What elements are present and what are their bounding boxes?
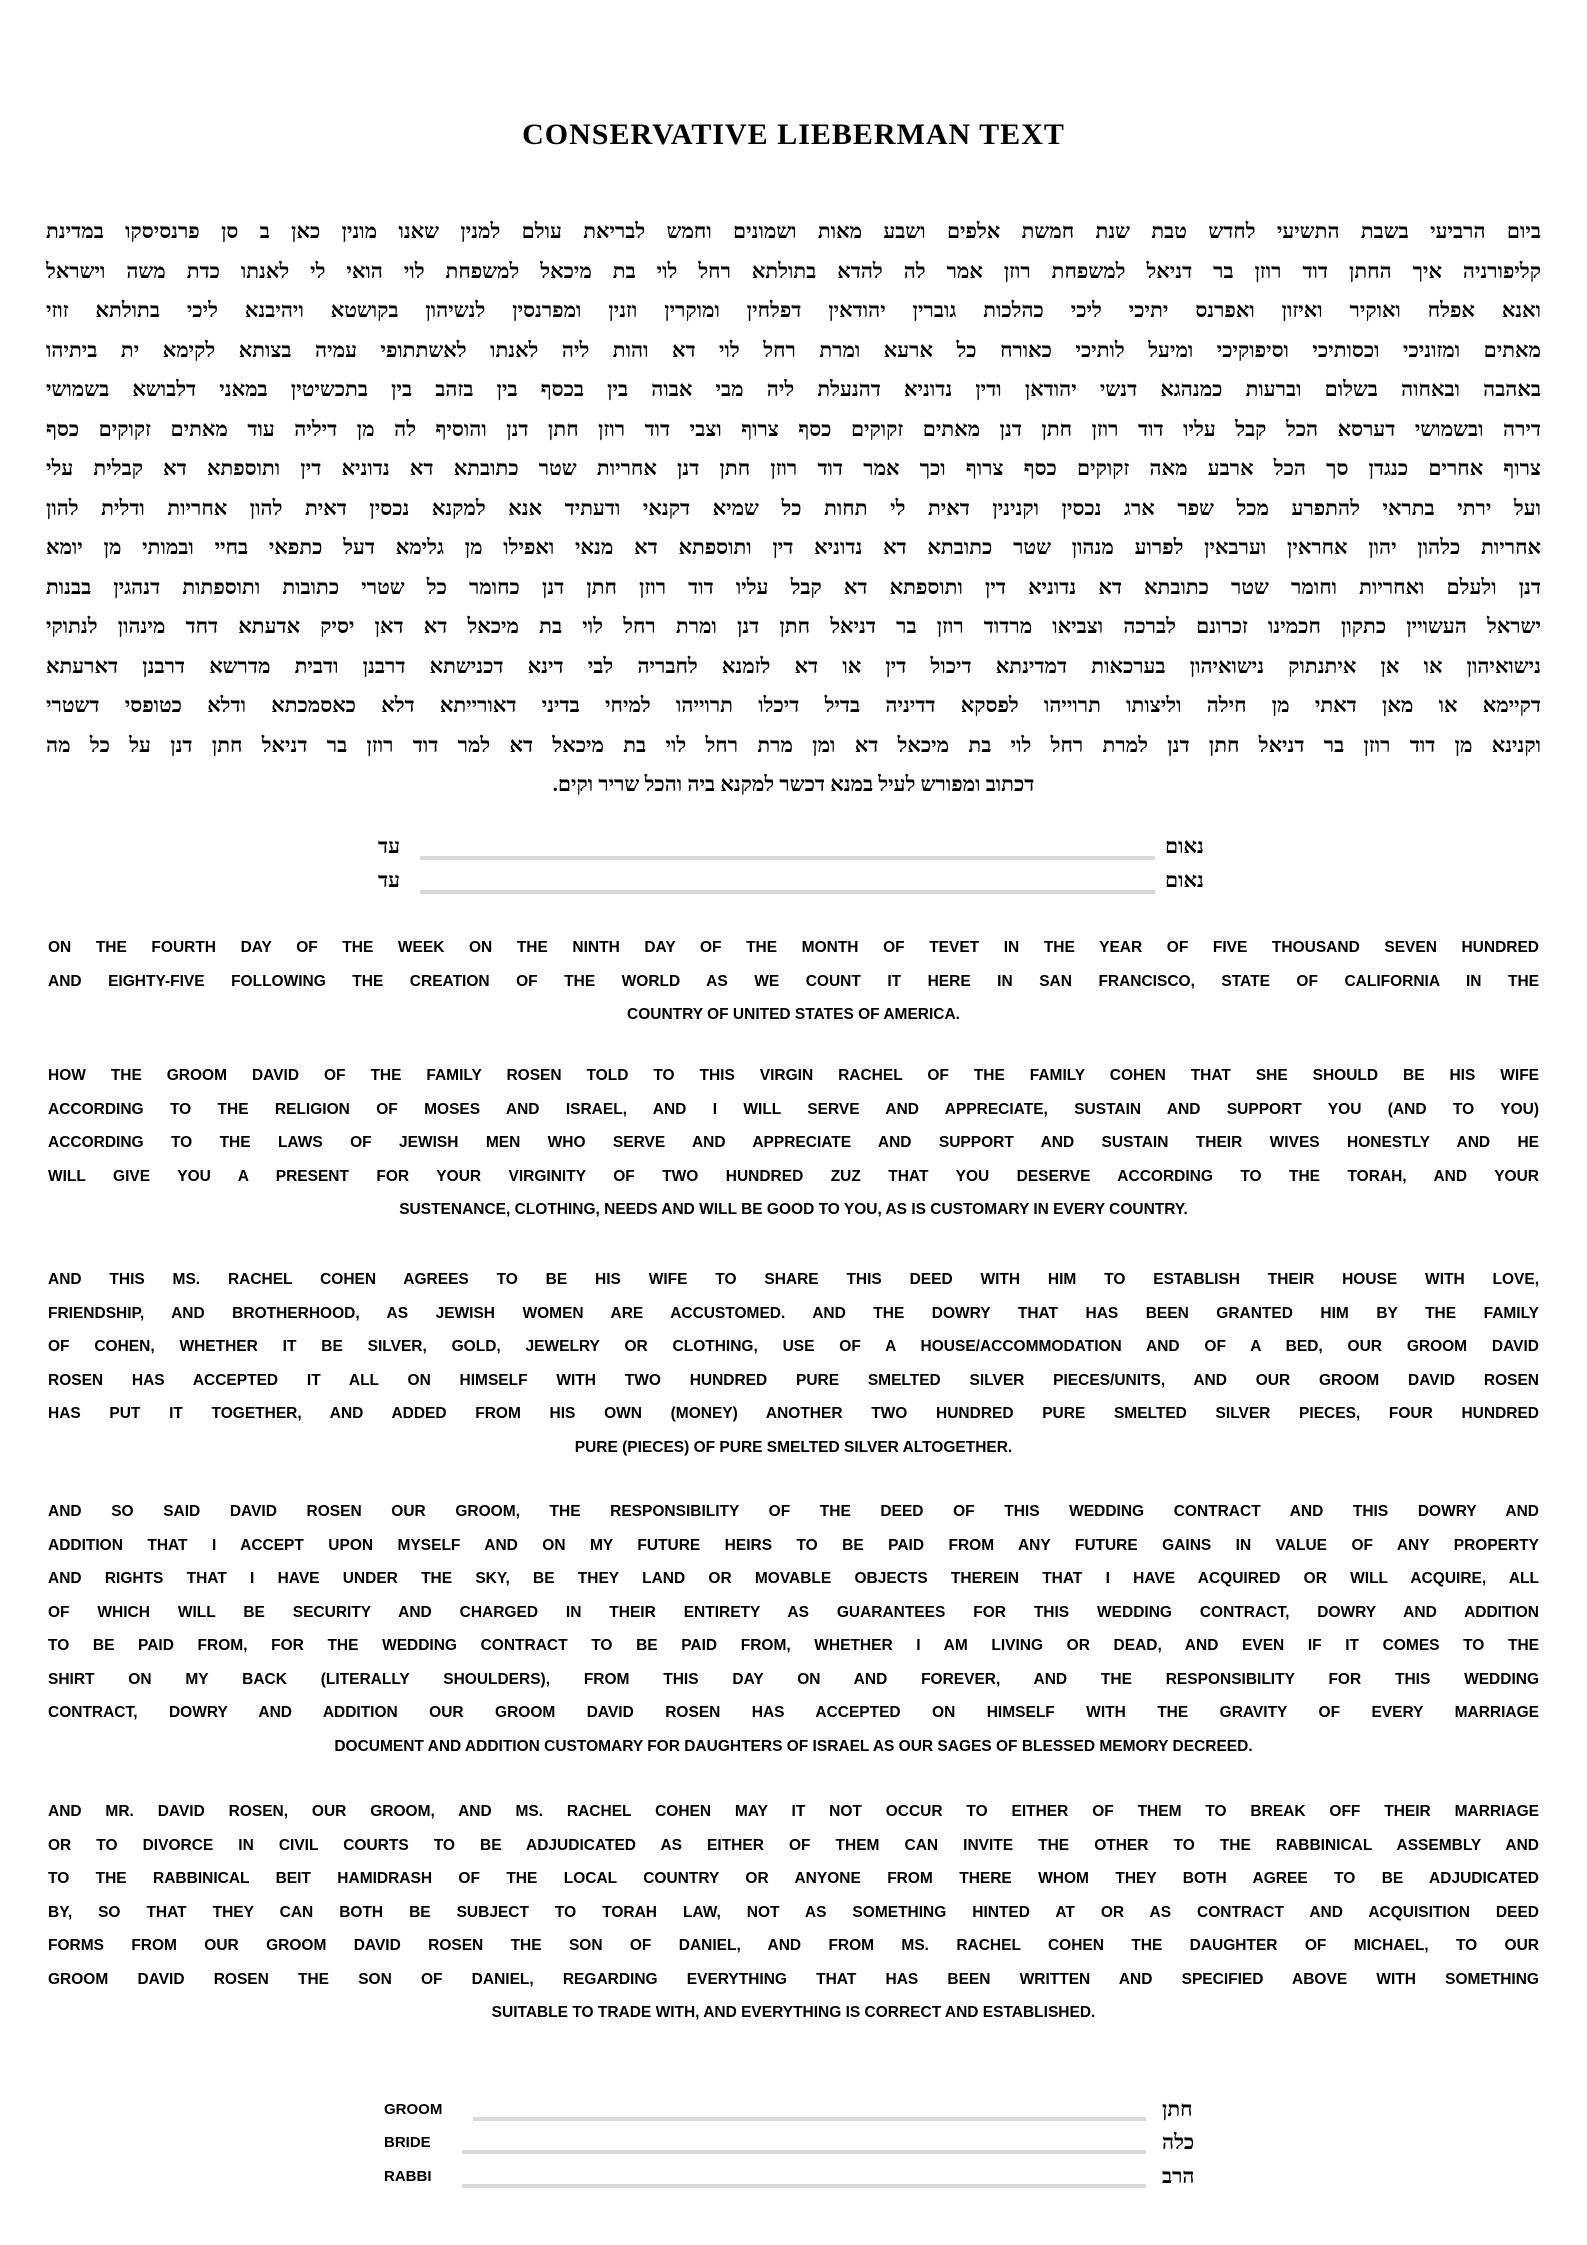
hebrew-text-line: דנן ולעלם ואחריות וחומר שטר כתובתא דא נדוניא דין ותוספתא דא קבל עליו דוד רוזן חתן דנן כחומר כל שטרי כתובות ותוספתות דנהגין בבנות <box>46 574 1541 599</box>
hebrew-text-line: דכתוב ומפורש לעיל במנא דכשר למקנא ביה והכל שריר וקים. <box>552 772 1035 796</box>
english-text-line: AND MR. DAVID ROSEN, OUR GROOM, AND MS. RACHEL COHEN MAY IT NOT OCCUR TO EITHER OF THEM TO BREAK OFF THEIR MARRIAGE <box>48 1803 1539 1821</box>
signature-label-english: GROOM <box>384 2101 443 2118</box>
english-paragraph <box>48 1795 1539 2030</box>
english-text-line: GROOM DAVID ROSEN THE SON OF DANIEL, REGARDING EVERYTHING THAT HAS BEEN WRITTEN AND SPECIFIED ABOVE WITH SOMETHING <box>48 1970 1539 1988</box>
english-text-line: FRIENDSHIP, AND BROTHERHOOD, AS JEWISH WOMEN ARE ACCUSTOMED. AND THE DOWRY THAT HAS BEEN GRANTED HIM BY THE FAMILY <box>48 1304 1539 1322</box>
signature-line[interactable] <box>473 2117 1146 2121</box>
hebrew-text-line: מאתים ומזוניכי וכסותיכי וסיפוקיכי ומיעל לותיכי כאורח כל ארעא ומרת רחל לוי דא והות ליה לאנתו לאשתתופי עמיה בצותא לקימא ית ביתיהו <box>46 337 1541 362</box>
document-title: CONSERVATIVE LIEBERMAN TEXT <box>522 118 1065 151</box>
hebrew-text-line: צרוף אחרים כנגדן סך הכל ארבע מאה זקוקים כסף צרוף וכך אמר דוד רוזן חתן דנן אחריות שטר כתובתא דא נדוניא דין ותוספתא דא קבלית עלי <box>46 456 1541 480</box>
hebrew-text-line: אחריות כלהון יהון אחראין וערבאין לפרוע מנהון שטר כתובתא דא נדוניא דין ותוספתא דא מנאי ואפילו מן גלימא דעל כתפאי בחיי ובמותי מן יומא <box>46 535 1541 559</box>
witness-label: עד <box>378 834 400 858</box>
witness-label: עד <box>378 868 400 892</box>
witness-name-label: נאום <box>1165 868 1204 892</box>
signature-label-hebrew: כלה <box>1162 2130 1195 2154</box>
english-text-line: TO BE PAID FROM, FOR THE WEDDING CONTRACT TO BE PAID FROM, WHETHER I AM LIVING OR DEAD, AND EVEN IF IT COMES TO THE <box>48 1637 1539 1655</box>
hebrew-text-line: ועל ירתי בתראי להתפרע מכל שפר ארג נכסין וקנינין דאית לי תחות כל שמיא דקנאי ודעתיד אנא למקנא נכסין דאית להון אחריות ודלית להון <box>46 495 1541 520</box>
english-paragraph <box>48 1263 1539 1464</box>
english-text-line: ACCORDING TO THE LAWS OF JEWISH MEN WHO SERVE AND APPRECIATE AND SUPPORT AND SUSTAIN THEIR WIVES HONESTLY AND HE <box>48 1134 1539 1152</box>
witness-signature-line[interactable] <box>420 890 1155 894</box>
hebrew-text-line: קליפורניה איך החתן דוד רוזן בר דניאל למשפחת רוזן אמר לה להדא בתולתא רחל לוי בת מיכאל למשפחת לוי הואי לי לאנתו כדת משה וישראל <box>46 258 1541 283</box>
english-text-line: AND THIS MS. RACHEL COHEN AGREES TO BE HIS WIFE TO SHARE THIS DEED WITH HIM TO ESTABLISH THEIR HOUSE WITH LOVE, <box>48 1271 1539 1289</box>
english-text-line: AND RIGHTS THAT I HAVE UNDER THE SKY, BE THEY LAND OR MOVABLE OBJECTS THEREIN THAT I HAVE ACQUIRED OR WILL ACQUIRE, ALL <box>48 1570 1539 1588</box>
witness-name-label: נאום <box>1165 834 1204 858</box>
signature-label-hebrew: הרב <box>1162 2164 1195 2188</box>
english-text-line: FORMS FROM OUR GROOM DAVID ROSEN THE SON OF DANIEL, AND FROM MS. RACHEL COHEN THE DAUGHTER OF MICHAEL, TO OUR <box>48 1937 1539 1955</box>
signature-label-hebrew: חתן <box>1162 2097 1193 2121</box>
english-text-line: AND EIGHTY-FIVE FOLLOWING THE CREATION OF THE WORLD AS WE COUNT IT HERE IN SAN FRANCISCO, STATE OF CALIFORNIA IN THE <box>48 972 1539 990</box>
signature-line[interactable] <box>462 2150 1146 2154</box>
english-text-line: ADDITION THAT I ACCEPT UPON MYSELF AND ON MY FUTURE HEIRS TO BE PAID FROM ANY FUTURE GAINS IN VALUE OF ANY PROPERTY <box>48 1536 1539 1554</box>
english-text-line: OR TO DIVORCE IN CIVIL COURTS TO BE ADJUDICATED AS EITHER OF THEM CAN INVITE THE OTHER TO THE RABBINICAL ASSEMBLY AND <box>48 1836 1539 1854</box>
hebrew-text-line: דקיימא או מאן דאתי מן חילה וליצותו תרוייהו לפסקא דדיניה בדיל דיכלו תרוייהו למיחי בדיני דאורייתא דלא כאסמכתא ודלא כטופסי דשטרי <box>46 693 1541 717</box>
english-paragraph <box>48 931 1539 1032</box>
english-text-line: ROSEN HAS ACCEPTED IT ALL ON HIMSELF WITH TWO HUNDRED PURE SMELTED SILVER PIECES/UNITS, AND OUR GROOM DAVID ROSEN <box>48 1371 1539 1389</box>
hebrew-text-line: ביום הרביעי בשבת התשיעי לחדש טבת שנת חמשת אלפים ושבע מאות ושמונים וחמש לבריאת עולם למנין שאנו מונין כאן ב סן פרנסיסקו במדינת <box>46 219 1541 243</box>
english-text-line: AND SO SAID DAVID ROSEN OUR GROOM, THE RESPONSIBILITY OF THE DEED OF THIS WEDDING CONTRACT AND THIS DOWRY AND <box>48 1503 1539 1521</box>
english-text-line: CONTRACT, DOWRY AND ADDITION OUR GROOM DAVID ROSEN HAS ACCEPTED ON HIMSELF WITH THE GRAVITY OF EVERY MARRIAGE <box>48 1704 1539 1722</box>
hebrew-text-line: ישראל העשויין כתקון חכמינו זכרונם לברכה וצביאו מרדוד רוזן בר דניאל חתן דנן ומרת רחל לוי בת מיכאל דא דאן יסיק אדעתא דחד מינהון לנתוקי <box>46 614 1541 638</box>
hebrew-text-block <box>46 212 1541 805</box>
signature-line[interactable] <box>462 2184 1146 2188</box>
english-text-line: SUITABLE TO TRADE WITH, AND EVERYTHING IS CORRECT AND ESTABLISHED. <box>491 2004 1096 2022</box>
hebrew-text-line: ואנא אפלח ואוקיר ואיזון ואפרנס יתיכי ליכי כהלכות גוברין יהודאין דפלחין ומוקרין וזנין ומפרנסין לנשיהון בקושטא ויהיבנא ליכי בתולתא זוזי <box>46 298 1541 322</box>
english-text-line: ACCORDING TO THE RELIGION OF MOSES AND ISRAEL, AND I WILL SERVE AND APPRECIATE, SUSTAIN AND SUPPORT YOU (AND TO YOU) <box>48 1100 1539 1118</box>
hebrew-text-line: וקנינא מן דוד רוזן בר דניאל חתן דנן למרת רחל לוי בת מיכאל דא ומן מרת רחל לוי בת מיכאל דא למר דוד רוזן בר דניאל חתן דנן על כל מה <box>46 732 1541 757</box>
english-text-line: BY, SO THAT THEY CAN BOTH BE SUBJECT TO TORAH LAW, NOT AS SOMETHING HINTED AT OR AS CONTRACT AND ACQUISITION DEED <box>48 1903 1539 1921</box>
hebrew-text-line: נישואיהון או אן איתנתוק נישואיהון בערכאות דמדינתא דיכול דין או דא לזמנא לחבריה לבי דינא דכנישתא דרבנן ודבית מדרשא דרבנן דארעתא <box>46 653 1541 678</box>
hebrew-text-line: באהבה ובאחוה בשלום וברעות כמנהגא דנשי יהודאן ודין נדוניא דהנעלת ליה מבי אבוה בין בכסף בין בזהב בין בתכשיטין במאני דלבושא בשמושי <box>46 377 1541 401</box>
witness-signature-line[interactable] <box>420 856 1155 860</box>
english-text-line: DOCUMENT AND ADDITION CUSTOMARY FOR DAUGHTERS OF ISRAEL AS OUR SAGES OF BLESSED MEMORY DECREED. <box>334 1737 1253 1755</box>
signature-label-english: RABBI <box>384 2168 432 2185</box>
english-text-line: SHIRT ON MY BACK (LITERALLY SHOULDERS), FROM THIS DAY ON AND FOREVER, AND THE RESPONSIBILITY FOR THIS WEDDING <box>48 1670 1539 1688</box>
english-text-line: WILL GIVE YOU A PRESENT FOR YOUR VIRGINITY OF TWO HUNDRED ZUZ THAT YOU DESERVE ACCORDING TO THE TORAH, AND YOUR <box>48 1167 1539 1185</box>
english-text-line: HOW THE GROOM DAVID OF THE FAMILY ROSEN TOLD TO THIS VIRGIN RACHEL OF THE FAMILY COHEN THAT SHE SHOULD BE HIS WIFE <box>48 1067 1539 1085</box>
hebrew-text-line: דירה ובשמושי דערסא הכל קבל עליו דוד רוזן חתן דנן מאתים זקוקים כסף צרוף וצבי דוד רוזן חתן דנן והוסיף לה מן דיליה עוד מאתים זקוקים כסף <box>46 416 1541 441</box>
english-text-line: HAS PUT IT TOGETHER, AND ADDED FROM HIS OWN (MONEY) ANOTHER TWO HUNDRED PURE SMELTED SILVER PIECES, FOUR HUNDRED <box>48 1405 1539 1423</box>
english-paragraph <box>48 1495 1539 1763</box>
signature-label-english: BRIDE <box>384 2134 431 2151</box>
english-text-line: TO THE RABBINICAL BEIT HAMIDRASH OF THE LOCAL COUNTRY OR ANYONE FROM THERE WHOM THEY BOTH AGREE TO BE ADJUDICATED <box>48 1870 1539 1888</box>
english-text-line: ON THE FOURTH DAY OF THE WEEK ON THE NINTH DAY OF THE MONTH OF TEVET IN THE YEAR OF FIVE THOUSAND SEVEN HUNDRED <box>48 939 1539 957</box>
english-text-line: OF COHEN, WHETHER IT BE SILVER, GOLD, JEWELRY OR CLOTHING, USE OF A HOUSE/ACCOMMODATION AND OF A BED, OUR GROOM DAVID <box>48 1338 1539 1356</box>
english-text-line: COUNTRY OF UNITED STATES OF AMERICA. <box>627 1006 960 1024</box>
english-text-line: SUSTENANCE, CLOTHING, NEEDS AND WILL BE GOOD TO YOU, AS IS CUSTOMARY IN EVERY COUNTRY. <box>399 1201 1188 1219</box>
english-text-line: PURE (PIECES) OF PURE SMELTED SILVER ALTOGETHER. <box>574 1438 1013 1456</box>
english-paragraph <box>48 1059 1539 1227</box>
english-text-line: OF WHICH WILL BE SECURITY AND CHARGED IN THEIR ENTIRETY AS GUARANTEES FOR THIS WEDDING CONTRACT, DOWRY AND ADDITION <box>48 1603 1539 1621</box>
